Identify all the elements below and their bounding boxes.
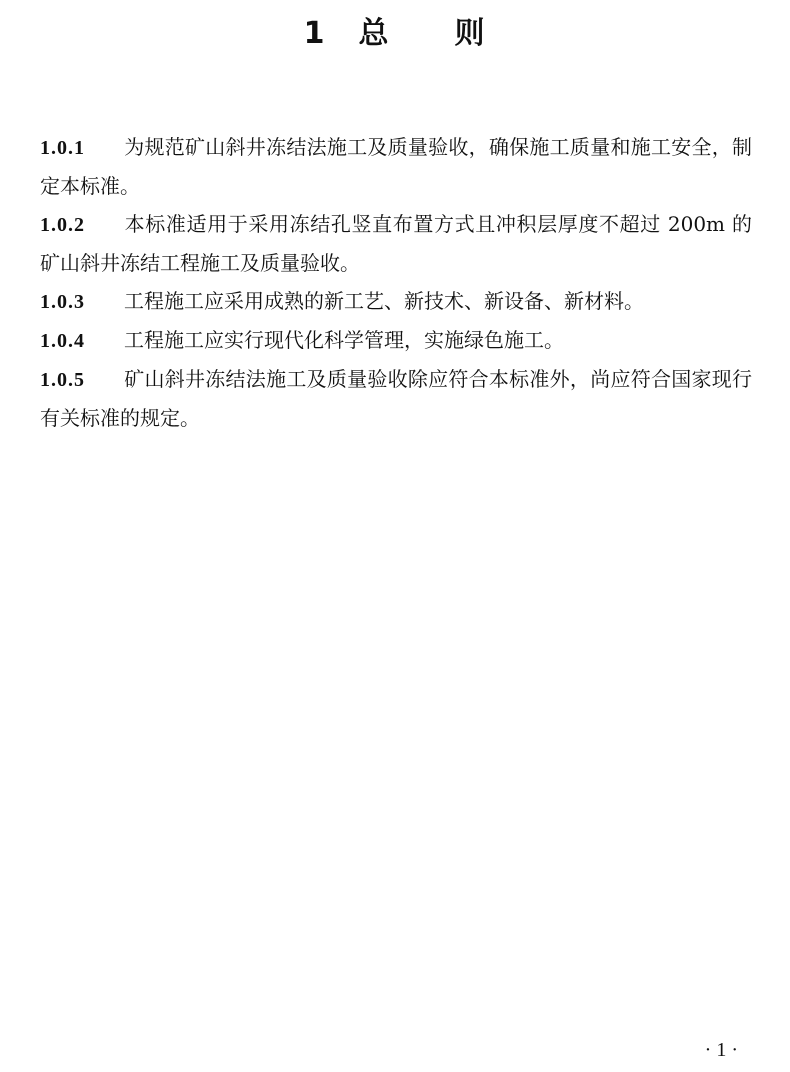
clause-list	[40, 128, 752, 437]
clause-number: 1.0.3	[40, 291, 85, 313]
clause-number: 1.0.2	[40, 214, 85, 236]
clause-text: 本标准适用于采用冻结孔竖直布置方式且冲积层厚度不超过 200m 的矿山斜井冻结工程施工及质量验收。	[40, 212, 752, 275]
clause-text: 矿山斜井冻结法施工及质量验收除应符合本标准外，尚应符合国家现行有关标准的规定。	[40, 367, 752, 430]
clause-number: 1.0.1	[40, 137, 85, 159]
page-number: · 1 ·	[704, 1039, 738, 1061]
clause-number: 1.0.4	[40, 330, 85, 352]
clause-text: 工程施工应实行现代化科学管理，实施绿色施工。	[124, 328, 564, 352]
clause-1-0-1	[40, 128, 752, 205]
chapter-title	[0, 14, 790, 54]
chapter-number: 1	[303, 16, 327, 51]
clause-1-0-5	[40, 360, 752, 437]
clause-text: 为规范矿山斜井冻结法施工及质量验收，确保施工质量和施工安全，制定本标准。	[40, 135, 752, 198]
clause-1-0-4	[40, 321, 752, 360]
chapter-title-char-1: 总	[358, 16, 391, 51]
chapter-title-char-2: 则	[454, 16, 487, 51]
clause-1-0-2	[40, 205, 752, 282]
clause-1-0-3	[40, 282, 752, 321]
clause-number: 1.0.5	[40, 369, 85, 391]
clause-text: 工程施工应采用成熟的新工艺、新技术、新设备、新材料。	[124, 289, 644, 313]
